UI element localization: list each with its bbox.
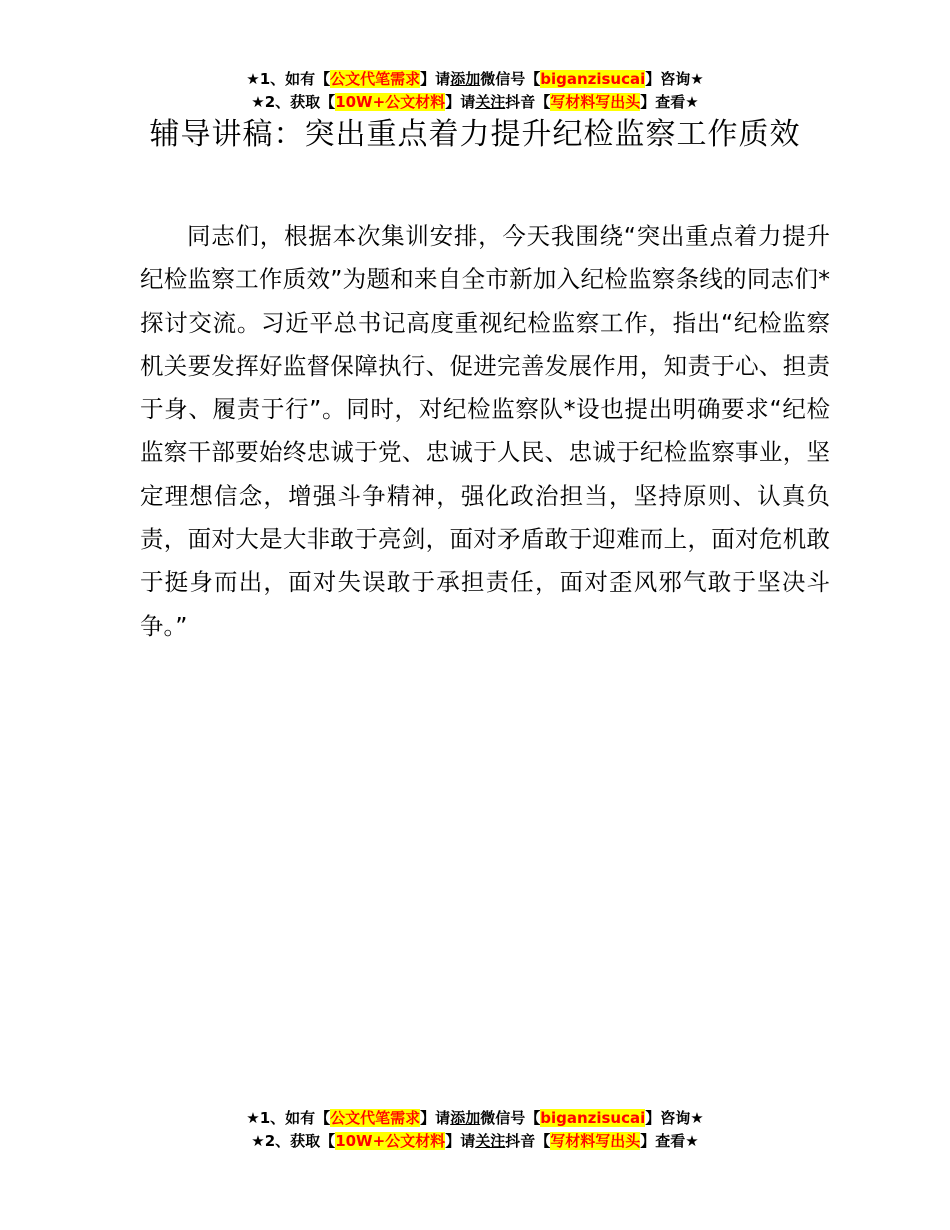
promo-text: 】查看★ [640, 1132, 699, 1150]
body-paragraph: 同志们，根据本次集训安排，今天我围绕“突出重点着力提升纪检监察工作质效”为题和来自全市新加入纪检监察条线的同志们*探讨交流。习近平总书记高度重视纪检监察工作，指出“纪检监察机关要发挥好监督保障执行、促进完善发展作用，知责于心、担责于身、履责于行”。同时，对纪检监察队*设也提出明确要求“纪检监察干部要始终忠诚于党、忠诚于人民、忠诚于纪检监察事业，坚定理想信念，增强斗争精神，强化政治担当，坚持原则、认真负责，面对大是大非敢于亮剑，面对矛盾敢于迎难而上，面对危机敢于挺身而出，面对失误敢于承担责任，面对歪风邪气敢于坚决斗争。” [140, 222, 830, 640]
promo-underlined-text: 添加 [450, 70, 481, 88]
promo-text: 】咨询★ [645, 70, 704, 88]
promo-text: 】请 [420, 1109, 451, 1127]
promo-highlight: 公文代笔需求 [330, 1109, 421, 1127]
promo-highlight: 公文代笔需求 [330, 70, 421, 88]
promo-line-2 [0, 91, 950, 114]
header-promo-banner [0, 68, 950, 114]
promo-text: ★2、获取【 [251, 1132, 336, 1150]
promo-highlight-wechat-id: biganzisucai [540, 1109, 646, 1127]
footer-promo-banner [0, 1107, 950, 1153]
promo-highlight-douyin-id: 写材料写出头 [550, 93, 641, 111]
promo-text: 微信号【 [480, 70, 541, 88]
promo-underlined-text: 关注 [475, 1132, 506, 1150]
promo-text: 】请 [445, 1132, 476, 1150]
promo-text: 】请 [420, 70, 451, 88]
promo-highlight-douyin-id: 写材料写出头 [550, 1132, 641, 1150]
promo-text: 】请 [445, 93, 476, 111]
promo-text: 抖音【 [505, 1132, 551, 1150]
promo-text: 】查看★ [640, 93, 699, 111]
promo-text: ★2、获取【 [251, 93, 336, 111]
promo-text: ★1、如有【 [246, 70, 331, 88]
promo-text: 抖音【 [505, 93, 551, 111]
promo-highlight-wechat-id: biganzisucai [540, 70, 646, 88]
promo-line-1 [0, 68, 950, 91]
promo-highlight: 10W+公文材料 [335, 1132, 446, 1150]
promo-highlight: 10W+公文材料 [335, 93, 446, 111]
promo-underlined-text: 添加 [450, 1109, 481, 1127]
promo-underlined-text: 关注 [475, 93, 506, 111]
promo-line-1 [0, 1107, 950, 1130]
promo-text: ★1、如有【 [246, 1109, 331, 1127]
promo-text: 微信号【 [480, 1109, 541, 1127]
promo-text: 】咨询★ [645, 1109, 704, 1127]
document-title: 辅导讲稿：突出重点着力提升纪检监察工作质效 [149, 117, 801, 152]
promo-line-2 [0, 1130, 950, 1153]
